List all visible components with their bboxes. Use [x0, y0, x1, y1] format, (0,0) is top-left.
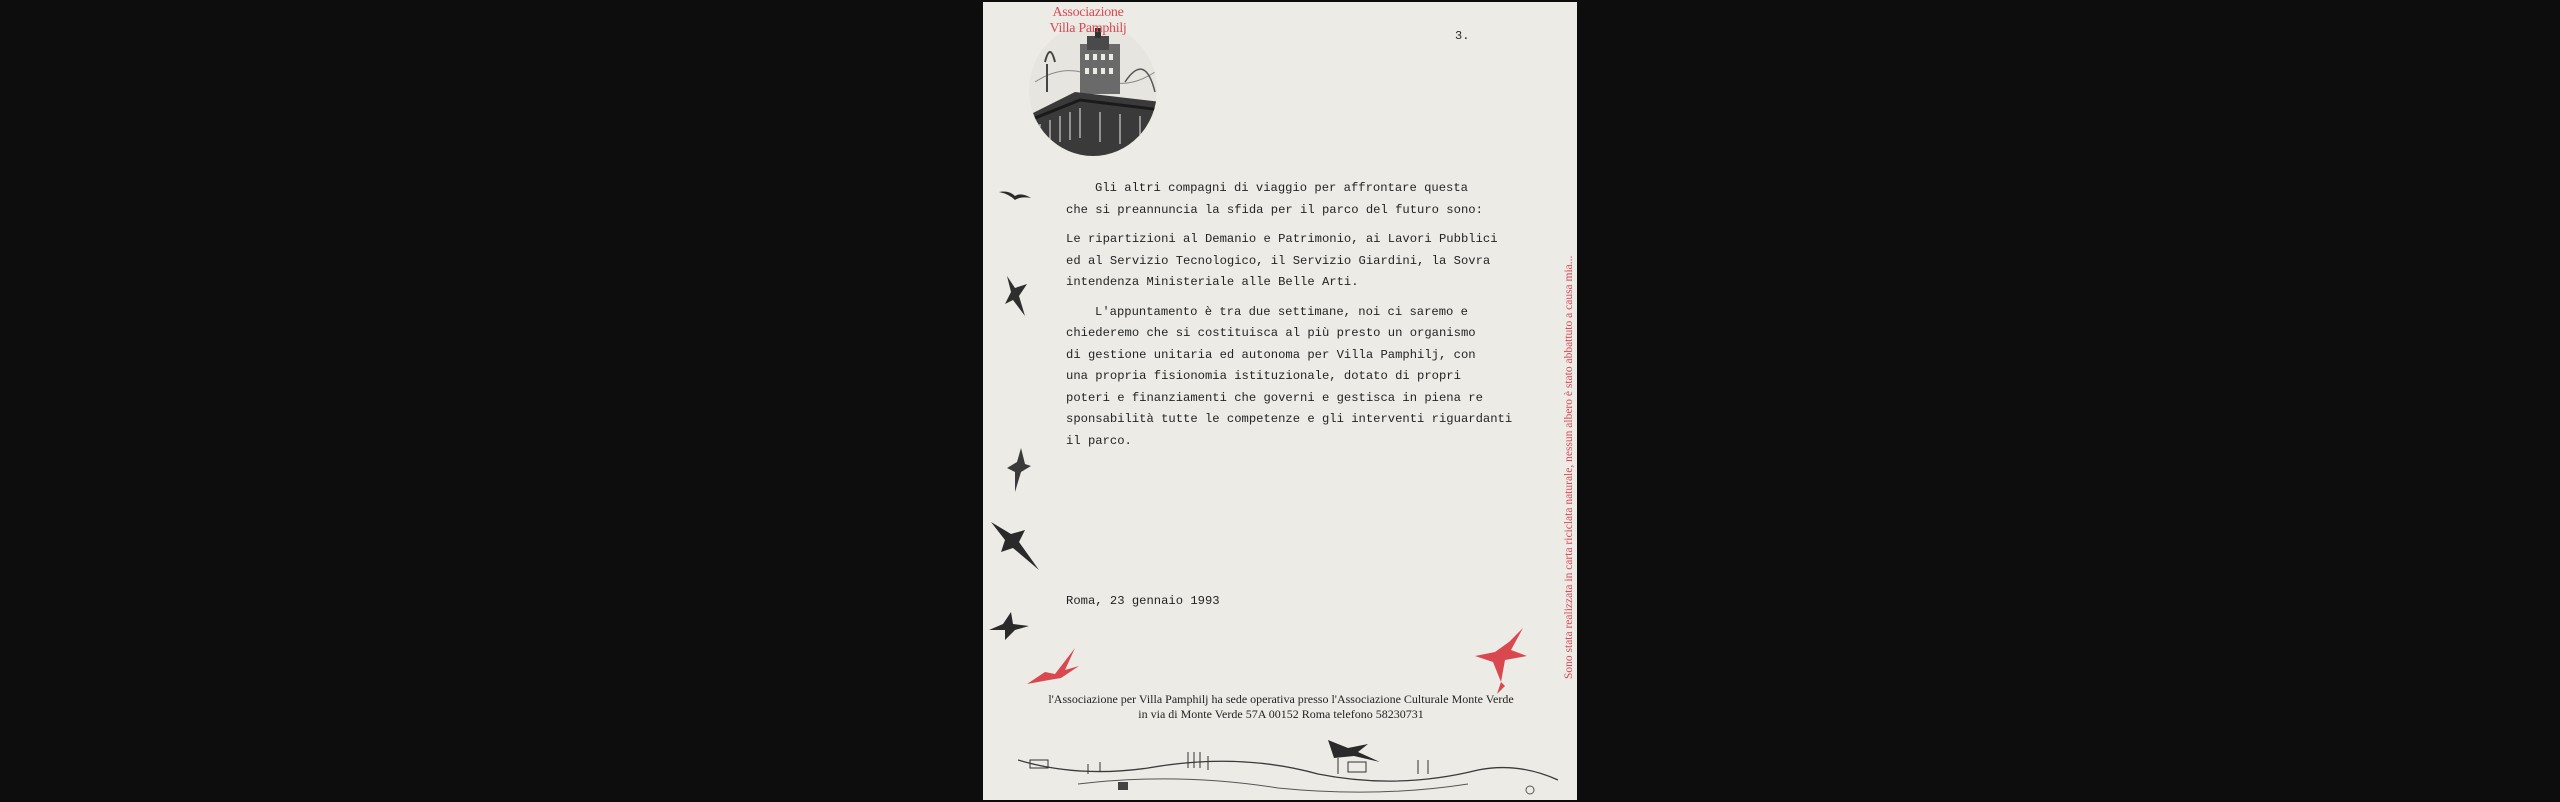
footer-line2: in via di Monte Verde 57A 00152 Roma telefono 58230731 [1138, 707, 1424, 721]
letter-body [1066, 178, 1513, 460]
page-number: 3. [1455, 29, 1470, 43]
bird-icon [987, 610, 1031, 642]
bird-icon [989, 516, 1041, 572]
text-line: Gli altri compagni di viaggio per affrontare questa [1095, 181, 1468, 195]
text-line: chiederemo che si costituisca al più presto un organismo [1066, 326, 1476, 340]
villa-engraving-icon [1025, 22, 1161, 158]
text-line: L'appuntamento è tra due settimane, noi ci saremo e [1095, 304, 1468, 319]
text-line: Le ripartizioni al Demanio e Patrimonio, ai Lavori Pubblici [1066, 232, 1498, 246]
bird-icon [1001, 274, 1031, 320]
landscape-illustration-icon [1018, 740, 1558, 798]
text-line: il parco. [1066, 433, 1132, 448]
red-bird-icon [1025, 646, 1081, 688]
footer-address [1001, 692, 1561, 722]
paragraph-3 [1066, 302, 1513, 453]
letterhead-title [1023, 5, 1153, 37]
text-line: una propria fisionomia istituzionale, dotato di propri [1066, 369, 1461, 383]
bird-icon [1005, 446, 1033, 494]
red-bird-icon [1471, 626, 1531, 696]
letterhead-title-line2: Villa Pamphilj [1049, 21, 1127, 36]
recycled-paper-note: Sono stata realizzata in carta riciclata naturale, nessun albero è stato abbattuto a causa mia... [1563, 255, 1575, 679]
bird-icon [997, 186, 1033, 206]
text-line: sponsabilità tutte le competenze e gli interventi riguardanti [1066, 412, 1513, 426]
paragraph-2 [1066, 229, 1506, 294]
text-line: di gestione unitaria ed autonoma per Villa Pamphilj, con [1066, 347, 1476, 362]
date-line: Roma, 23 gennaio 1993 [1066, 594, 1220, 608]
text-line: poteri e finanziamenti che governi e gestisca in piena re [1066, 390, 1483, 405]
text-line: ed al Servizio Tecnologico, il Servizio Giardini, la Sovra [1066, 253, 1491, 268]
footer-line1: l'Associazione per Villa Pamphilj ha sede operativa presso l'Associazione Culturale Monte Verde [1048, 692, 1514, 706]
paragraph-1 [1066, 178, 1506, 221]
text-line: che si preannuncia la sfida per il parco del futuro sono: [1066, 202, 1483, 217]
letterhead-title-line1: Associazione [1052, 5, 1124, 20]
letter-page [983, 2, 1577, 800]
text-line: intendenza Ministeriale alle Belle Arti. [1066, 275, 1359, 289]
